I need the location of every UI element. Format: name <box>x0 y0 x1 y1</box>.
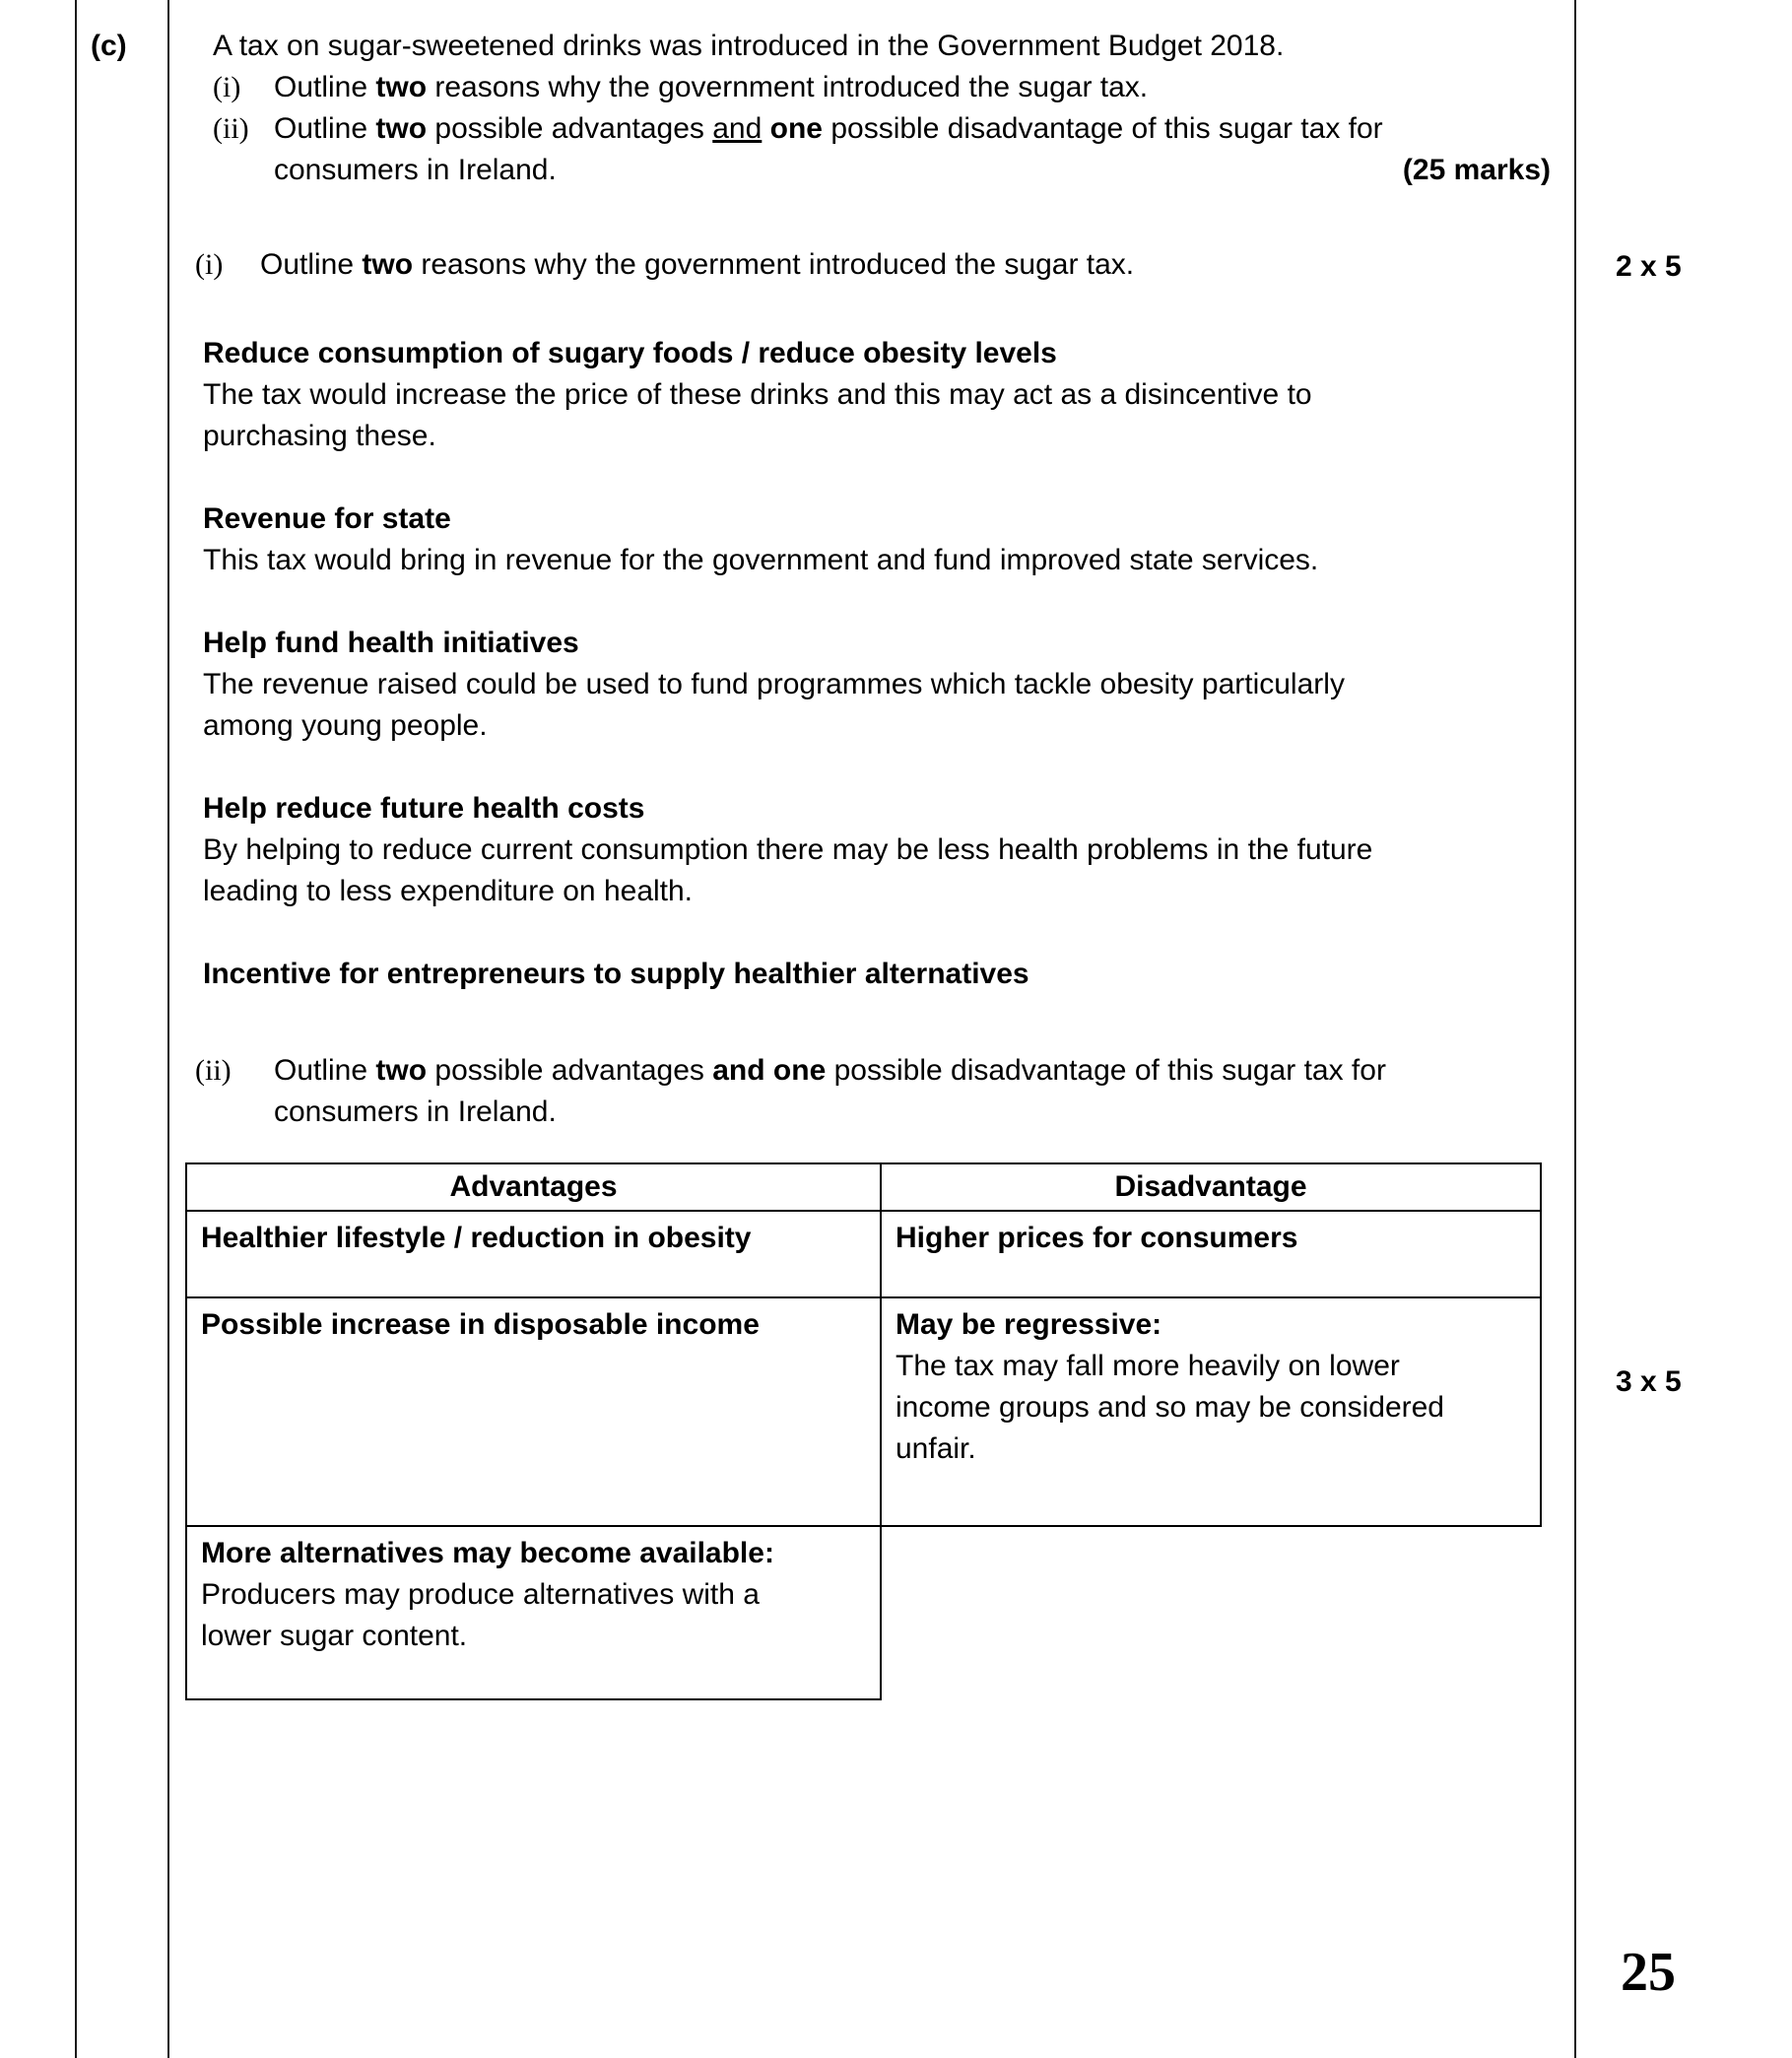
answer-point-heading: Help reduce future health costs <box>203 792 645 825</box>
part-ii-label: (ii) <box>195 1054 232 1087</box>
main-content <box>167 0 1576 1700</box>
marks-part-i: 2 x 5 <box>1616 250 1682 283</box>
cell-bold-text: More alternatives may become available: <box>201 1537 774 1569</box>
cell-body-line: income groups and so may be considered <box>896 1391 1444 1424</box>
question-item-i <box>213 67 1551 108</box>
question-item-ii-continuation-row <box>213 150 1551 191</box>
marks-part-ii: 3 x 5 <box>1616 1365 1682 1398</box>
answer-point-line: purchasing these. <box>203 420 436 452</box>
cell-body-line: unfair. <box>896 1432 976 1465</box>
question-item-ii <box>213 108 1551 150</box>
table-header-disadvantage: Disadvantage <box>882 1164 1542 1210</box>
table-cell-advantage-3 <box>185 1527 882 1700</box>
answer-point <box>203 498 1576 581</box>
answer-point <box>203 333 1576 457</box>
table-row <box>185 1212 1542 1298</box>
cell-bold-text: Higher prices for consumers <box>896 1222 1298 1254</box>
answer-point <box>203 623 1576 747</box>
question-item-ii-text: Outline two possible advantages and one possible disadvantage of this sugar tax for <box>274 112 1383 145</box>
question-item-i-text: Outline two reasons why the government introduced the sugar tax. <box>274 71 1149 103</box>
cell-bold-text: Possible increase in disposable income <box>201 1308 760 1341</box>
total-marks: 25 <box>1621 1942 1676 2003</box>
item-label-i: (i) <box>213 71 241 103</box>
answer-point-line: The revenue raised could be used to fund programmes which tackle obesity particularly <box>203 668 1345 700</box>
table-cell-empty <box>882 1527 1542 1700</box>
part-i-section <box>167 244 1576 995</box>
table-row <box>185 1298 1542 1527</box>
part-i-label: (i) <box>195 248 224 281</box>
advantages-disadvantage-table <box>185 1162 1542 1700</box>
item-label-ii: (ii) <box>213 112 249 145</box>
part-i-question <box>167 244 1576 286</box>
table-cell-disadvantage-1 <box>882 1212 1542 1296</box>
table-cell-disadvantage-2 <box>882 1298 1542 1525</box>
part-ii-section <box>167 1050 1576 1700</box>
answer-point-line: By helping to reduce current consumption there may be less health problems in the future <box>203 833 1373 866</box>
question-statement <box>167 26 1576 191</box>
part-i-question-text: Outline two reasons why the government introduced the sugar tax. <box>260 248 1135 281</box>
table-header-advantages: Advantages <box>185 1164 882 1210</box>
marks-total-label: (25 marks) <box>1402 154 1551 186</box>
answer-point <box>203 788 1576 912</box>
table-header-row <box>185 1162 1542 1212</box>
table-cell-advantage-1 <box>185 1212 882 1296</box>
answer-point <box>203 954 1576 995</box>
answer-point-line: The tax would increase the price of these drinks and this may act as a disincentive to <box>203 378 1312 411</box>
answer-point-heading: Revenue for state <box>203 502 451 535</box>
question-intro: A tax on sugar-sweetened drinks was introduced in the Government Budget 2018. <box>213 30 1285 62</box>
answer-point-heading: Help fund health initiatives <box>203 627 579 659</box>
answer-point-heading: Reduce consumption of sugary foods / reduce obesity levels <box>203 337 1057 369</box>
table-row <box>185 1527 1542 1700</box>
answer-point-line: This tax would bring in revenue for the government and fund improved state services. <box>203 544 1319 576</box>
part-i-answer-points <box>167 333 1576 995</box>
table-cell-advantage-2 <box>185 1298 882 1525</box>
cell-body-line: lower sugar content. <box>201 1620 468 1652</box>
cell-bold-text: May be regressive: <box>896 1308 1162 1341</box>
cell-body-line: Producers may produce alternatives with a <box>201 1578 760 1611</box>
part-ii-question-line2: consumers in Ireland. <box>274 1095 557 1128</box>
part-ii-question-line1: Outline two possible advantages and one possible disadvantage of this sugar tax for <box>274 1054 1386 1087</box>
part-ii-question-text <box>274 1050 1386 1133</box>
question-item-ii-continuation: consumers in Ireland. <box>274 154 557 186</box>
part-ii-question <box>167 1050 1576 1133</box>
cell-body-line: The tax may fall more heavily on lower <box>896 1350 1400 1382</box>
answer-point-heading: Incentive for entrepreneurs to supply healthier alternatives <box>203 958 1029 990</box>
answer-point-line: leading to less expenditure on health. <box>203 875 694 907</box>
answer-point-line: among young people. <box>203 709 488 742</box>
cell-bold-text: Healthier lifestyle / reduction in obesity <box>201 1222 752 1254</box>
section-label: (c) <box>91 30 127 62</box>
rule-left-outer <box>75 0 77 2058</box>
